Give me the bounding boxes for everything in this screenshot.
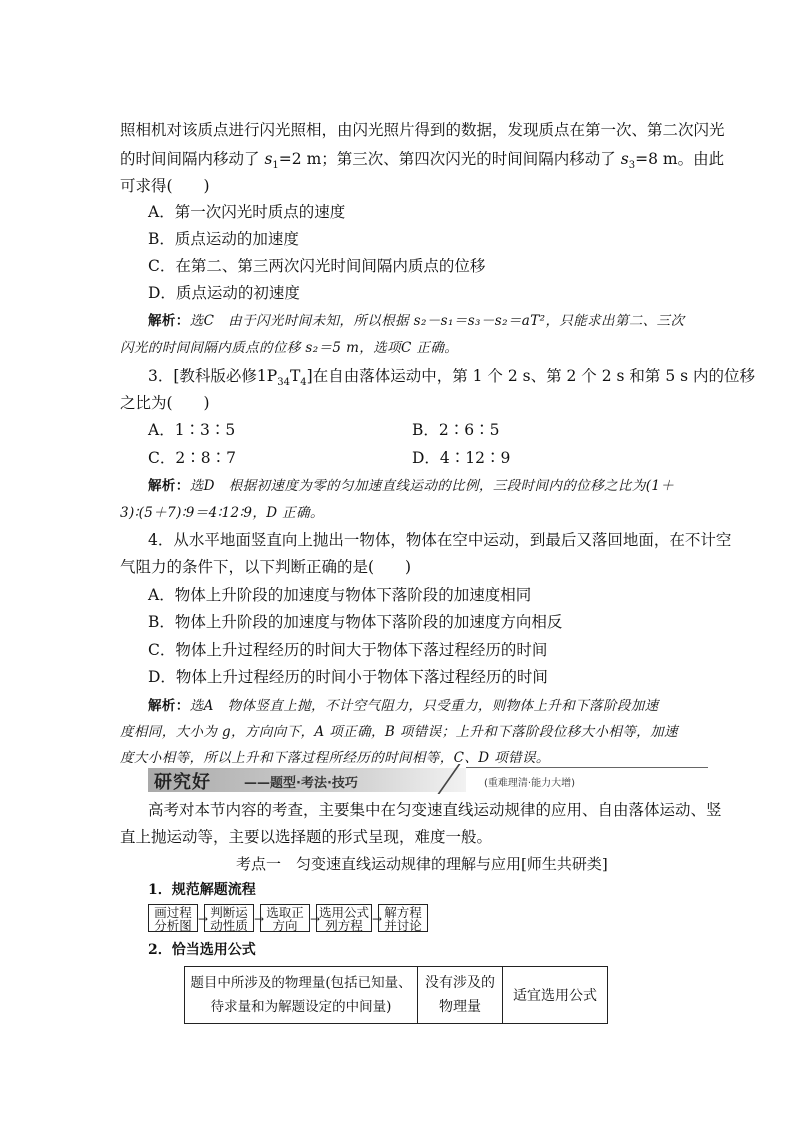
- section-item-2: 2．恰当选用公式: [148, 942, 256, 958]
- q4-analysis-line2: 度相同，大小为 g，方向向下，A 项正确，B 项错误；上升和下落阶段位移大小相等，加速: [120, 724, 678, 740]
- q2-option-c: C．在第二、第三两次闪光时间间隔内质点的位移: [148, 257, 486, 275]
- q4-option-c: C．物体上升过程经历的时间大于物体下落过程经历的时间: [148, 641, 548, 659]
- q4-analysis-line3: 度大小相等，所以上升和下落过程所经历的时间相等，C、D 项错误。: [120, 750, 550, 766]
- banner-tagline: (重难理清·能力大增): [484, 778, 575, 789]
- q3-stem-line1: 3．[教科版必修$1P_{34}T_4$]在自由落体运动中，第 1 个 2 s、第 2 个 2 s 和第 5 s 内的位移: [148, 367, 755, 389]
- table-header-quantities: 题目中所涉及的物理量(包括已知量、 待求量和为解题设定的中间量): [185, 967, 418, 1024]
- table-header-missing: 没有涉及的 物理量: [418, 967, 503, 1024]
- q2-stem-line1: 照相机对该质点进行闪光照相，由闪光照片得到的数据，发现质点在第一次、第二次闪光: [120, 121, 725, 139]
- q3-option-c: C．2∶8∶7: [148, 449, 236, 467]
- table-header-row: [185, 967, 608, 1024]
- q2-option-a: A．第一次闪光时质点的速度: [148, 203, 346, 221]
- q4-option-d: D．物体上升过程经历的时间小于物体下落过程经历的时间: [148, 668, 548, 686]
- flow-arrow-icon: →: [198, 912, 209, 926]
- intro-line1: 高考对本节内容的考查，主要集中在匀变速直线运动规律的应用、自由落体运动、竖: [148, 801, 722, 819]
- flow-step-2: 判断运 动性质: [204, 904, 254, 932]
- q4-stem-line1: 4．从水平地面竖直向上抛出一物体，物体在空中运动，到最后又落回地面，在不计空: [148, 531, 732, 549]
- flow-step-5: 解方程 并讨论: [378, 904, 428, 932]
- q2-stem-line3: 可求得( ): [120, 177, 210, 195]
- banner-rule: [466, 767, 708, 768]
- flow-arrow-icon: →: [310, 912, 321, 926]
- q4-option-a: A．物体上升阶段的加速度与物体下落阶段的加速度相同: [148, 586, 532, 604]
- flow-step-4: 选用公式 列方程: [316, 904, 372, 932]
- flow-step-1: 画过程 分析图: [148, 904, 198, 932]
- q3-analysis-line2: 3)∶(5＋7)∶9＝4∶12∶9，D 正确。: [120, 505, 324, 521]
- banner-subtitle: ——题型·考法·技巧: [244, 776, 358, 791]
- q3-option-a: A．1∶3∶5: [148, 421, 236, 439]
- section-banner: [148, 764, 708, 796]
- q3-stem-line2: 之比为( ): [120, 394, 210, 412]
- q4-option-b: B．物体上升阶段的加速度与物体下落阶段的加速度方向相反: [148, 613, 563, 631]
- table-header-formula: 适宜选用公式: [503, 967, 608, 1024]
- q2-stem-line2: 的时间间隔内移动了 $s_1=2$ m；第三次、第四次闪光的时间间隔内移动了 $s_3=8$ m。由此: [120, 150, 725, 172]
- section-item-1: 1．规范解题流程: [148, 882, 256, 898]
- q2-analysis-line2: 闪光的时间间隔内质点的位移 s₂＝5 m，选项C 正确。: [120, 340, 459, 356]
- flow-arrow-icon: →: [372, 912, 383, 926]
- q3-analysis-line1: 解析：选D 根据初速度为零的匀加速直线运动的比例，三段时间内的位移之比为(1＋: [148, 478, 675, 494]
- banner-title: 研究好: [154, 772, 211, 793]
- q3-option-b: B．2∶6∶5: [412, 421, 500, 439]
- intro-line2: 直上抛运动等，主要以选择题的形式呈现，难度一般。: [120, 828, 493, 846]
- section-heading: 考点一 匀变速直线运动规律的理解与应用[师生共研类]: [236, 855, 608, 873]
- q4-analysis-line1: 解析：选A 物体竖直上抛，不计空气阻力，只受重力，则物体上升和下落阶段加速: [148, 698, 659, 714]
- q2-analysis-line1: 解析：选C 由于闪光时间未知，所以根据 s₂－s₁＝s₃－s₂＝aT²，只能求出第二、三次: [148, 313, 685, 329]
- flow-arrow-icon: →: [254, 912, 265, 926]
- flow-step-3: 选取正 方向: [260, 904, 310, 932]
- formula-table: [184, 966, 608, 1024]
- q4-stem-line2: 气阻力的条件下，以下判断正确的是( ): [120, 558, 412, 576]
- q3-option-d: D．4∶12∶9: [412, 449, 511, 467]
- q2-option-d: D．质点运动的初速度: [148, 284, 300, 302]
- q2-option-b: B．质点运动的加速度: [148, 230, 299, 248]
